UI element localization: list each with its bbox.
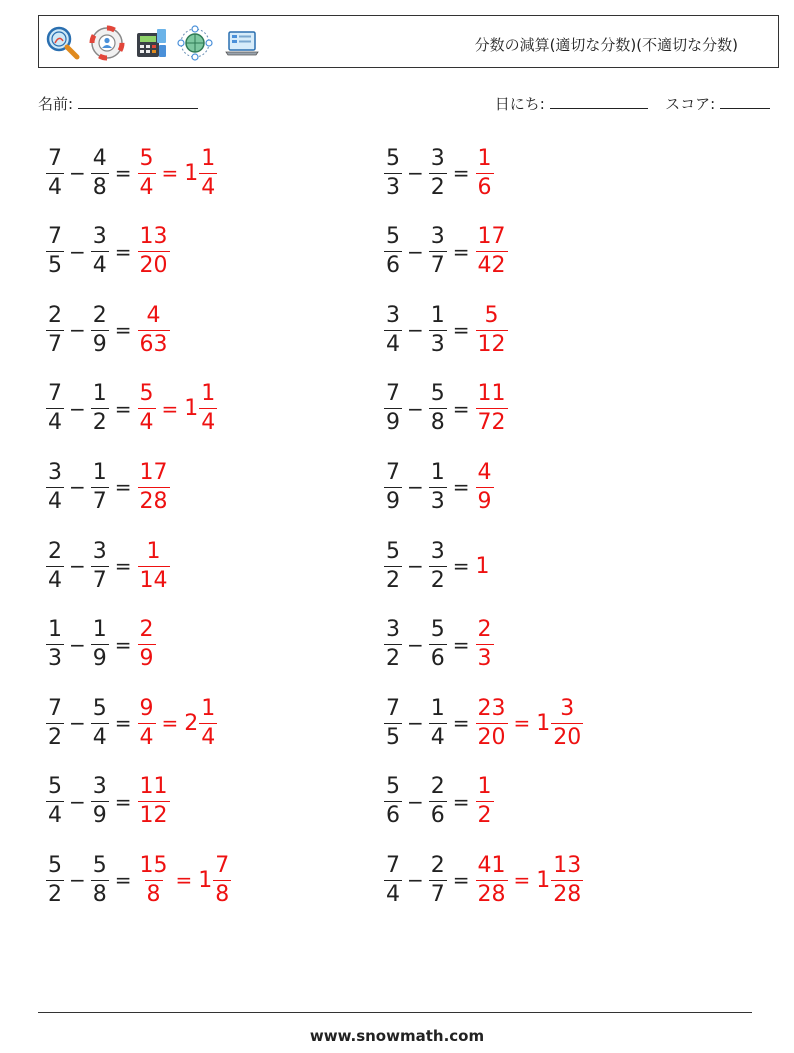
denominator: 8	[430, 410, 445, 436]
numerator: 1	[92, 381, 107, 407]
denominator: 28	[139, 488, 168, 514]
numerator: 1	[430, 302, 445, 328]
minus-sign: −	[69, 161, 86, 185]
network-globe-icon	[177, 25, 213, 61]
problem-item	[46, 535, 170, 597]
denominator: 9	[386, 410, 400, 436]
denominator: 4	[48, 803, 62, 829]
denominator: 9	[92, 646, 107, 672]
numerator: 3	[92, 774, 107, 800]
second-fraction	[91, 538, 109, 593]
problem-item	[384, 378, 508, 440]
denominator: 8	[146, 881, 161, 907]
minus-sign: −	[69, 711, 86, 736]
denominator: 6	[430, 803, 445, 829]
denominator: 5	[386, 724, 400, 750]
equals-sign: =	[452, 161, 470, 185]
denominator: 20	[477, 724, 506, 750]
denominator: 9	[92, 331, 107, 357]
equals-sign: =	[452, 318, 470, 343]
name-blank-line[interactable]	[78, 95, 198, 109]
numerator: 13	[139, 224, 168, 250]
second-fraction	[91, 619, 109, 670]
denominator: 4	[201, 174, 216, 200]
second-fraction	[429, 619, 447, 670]
equals-sign: =	[114, 396, 132, 421]
denominator: 4	[92, 253, 107, 279]
first-fraction	[384, 695, 402, 750]
denominator: 8	[92, 881, 107, 907]
equals-sign: =	[452, 475, 470, 500]
answer-equals-sign: =	[161, 161, 179, 185]
denominator: 4	[201, 410, 216, 436]
denominator: 9	[477, 488, 492, 514]
numerator: 7	[48, 224, 62, 250]
numerator: 5	[92, 695, 107, 721]
answer-fraction	[138, 226, 170, 277]
numerator: 5	[48, 774, 62, 800]
denominator: 2	[92, 410, 107, 436]
problem-row	[46, 614, 766, 676]
numerator: 4	[477, 459, 492, 485]
denominator: 5	[48, 253, 62, 279]
problem-item	[46, 849, 231, 911]
numerator: 5	[92, 852, 107, 878]
problem-item	[46, 378, 217, 440]
numerator: 3	[430, 224, 445, 250]
second-fraction	[429, 459, 447, 514]
denominator: 3	[430, 331, 445, 357]
denominator: 20	[553, 724, 582, 750]
numerator: 3	[430, 538, 445, 564]
equals-sign: =	[114, 789, 132, 814]
numerator: 41	[477, 852, 506, 878]
denominator: 2	[386, 567, 400, 593]
minus-sign: −	[407, 396, 424, 421]
minus-sign: −	[69, 318, 86, 343]
denominator: 28	[477, 881, 506, 907]
numerator: 2	[139, 617, 154, 643]
minus-sign: −	[407, 711, 424, 736]
answer-fraction	[476, 145, 494, 200]
second-fraction	[429, 226, 447, 277]
score-blank-line[interactable]	[720, 95, 770, 109]
first-fraction	[46, 619, 64, 670]
denominator: 4	[386, 331, 400, 357]
numerator: 23	[477, 695, 506, 721]
equals-sign: =	[114, 318, 132, 343]
minus-sign: −	[407, 239, 424, 264]
numerator: 2	[477, 617, 492, 643]
problem-item	[384, 221, 508, 283]
problem-row	[46, 535, 766, 597]
denominator: 3	[386, 174, 400, 200]
denominator: 2	[477, 803, 492, 829]
minus-sign: −	[69, 554, 86, 578]
first-fraction	[46, 852, 64, 907]
numerator: 7	[386, 852, 400, 878]
numerator: 3	[92, 538, 107, 564]
footer-url[interactable]: www.snowmath.com	[309, 1027, 485, 1045]
magnifier-icon	[45, 25, 81, 61]
denominator: 63	[139, 331, 168, 357]
first-fraction	[384, 302, 402, 357]
numerator: 3	[92, 224, 107, 250]
denominator: 7	[430, 881, 445, 907]
minus-sign: −	[69, 789, 86, 814]
problem-row	[46, 299, 766, 361]
denominator: 7	[92, 567, 107, 593]
mixed-fraction	[213, 852, 231, 907]
equals-sign: =	[452, 868, 470, 893]
second-fraction	[91, 226, 109, 277]
second-fraction	[429, 538, 447, 593]
header-box	[38, 15, 779, 68]
denominator: 7	[92, 488, 107, 514]
mixed-whole: 1	[184, 160, 199, 186]
numerator: 1	[430, 695, 445, 721]
laptop-icon	[221, 25, 263, 61]
first-fraction	[46, 776, 64, 827]
second-fraction	[429, 302, 447, 357]
numerator: 1	[430, 459, 445, 485]
denominator: 3	[430, 488, 445, 514]
equals-sign: =	[114, 239, 132, 264]
denominator: 4	[139, 724, 154, 750]
problem-item	[46, 692, 217, 754]
denominator: 4	[201, 724, 216, 750]
numerator: 1	[92, 617, 107, 643]
problem-item	[384, 614, 494, 676]
denominator: 4	[386, 881, 400, 907]
problem-item	[46, 299, 170, 361]
mixed-fraction	[199, 145, 217, 200]
minus-sign: −	[69, 632, 86, 657]
denominator: 42	[477, 253, 506, 279]
support-lifebuoy-icon	[89, 25, 125, 61]
second-fraction	[429, 145, 447, 200]
denominator: 6	[386, 803, 400, 829]
denominator: 3	[477, 646, 492, 672]
problem-item	[46, 456, 170, 518]
problem-item	[384, 771, 494, 833]
mixed-whole: 1	[198, 867, 213, 893]
equals-sign: =	[452, 554, 470, 578]
problem-item	[46, 142, 217, 204]
minus-sign: −	[407, 554, 424, 578]
denominator: 9	[139, 646, 154, 672]
numerator: 2	[92, 302, 107, 328]
denominator: 4	[48, 410, 62, 436]
numerator: 13	[553, 852, 582, 878]
answer-fraction	[138, 619, 156, 670]
date-label: 日にち:	[494, 95, 545, 113]
second-fraction	[429, 776, 447, 827]
equals-sign: =	[452, 711, 470, 736]
equals-sign: =	[452, 632, 470, 657]
denominator: 6	[386, 253, 400, 279]
denominator: 2	[48, 881, 62, 907]
answer-fraction	[476, 459, 494, 514]
numerator: 3	[430, 145, 445, 171]
minus-sign: −	[407, 318, 424, 343]
numerator: 7	[48, 381, 62, 407]
denominator: 9	[386, 488, 400, 514]
numerator: 7	[215, 852, 230, 878]
numerator: 5	[484, 302, 499, 328]
numerator: 17	[477, 224, 506, 250]
name-label: 名前:	[38, 95, 74, 113]
numerator: 5	[139, 381, 154, 407]
score-label: スコア:	[665, 95, 716, 113]
denominator: 28	[553, 881, 582, 907]
numerator: 2	[48, 538, 62, 564]
answer-fraction	[138, 383, 156, 434]
denominator: 6	[477, 174, 492, 200]
numerator: 3	[386, 302, 400, 328]
denominator: 20	[139, 253, 168, 279]
minus-sign: −	[69, 475, 86, 500]
denominator: 7	[48, 331, 62, 357]
answer-equals-sign: =	[161, 396, 179, 421]
numerator: 1	[48, 617, 62, 643]
numerator: 2	[430, 852, 445, 878]
answer-fraction	[138, 695, 156, 750]
header-icons	[45, 22, 263, 64]
numerator: 7	[386, 695, 400, 721]
problem-row	[46, 142, 766, 204]
denominator: 14	[139, 567, 168, 593]
denominator: 2	[430, 567, 445, 593]
second-fraction	[91, 695, 109, 750]
denominator: 8	[92, 174, 107, 200]
mixed-whole: 1	[536, 710, 551, 736]
problem-item	[46, 221, 170, 283]
mixed-whole: 1	[536, 867, 551, 893]
minus-sign: −	[69, 239, 86, 264]
numerator: 4	[92, 145, 107, 171]
first-fraction	[384, 226, 402, 277]
second-fraction	[429, 695, 447, 750]
first-fraction	[46, 383, 64, 434]
numerator: 1	[92, 459, 107, 485]
minus-sign: −	[69, 868, 86, 893]
first-fraction	[384, 459, 402, 514]
answer-fraction	[476, 852, 508, 907]
answer-fraction	[138, 302, 170, 357]
numerator: 5	[386, 538, 400, 564]
problem-item	[46, 614, 156, 676]
numerator: 5	[430, 617, 445, 643]
denominator: 4	[430, 724, 445, 750]
numerator: 11	[139, 774, 168, 800]
numerator: 7	[386, 381, 400, 407]
numerator: 11	[477, 381, 506, 407]
equals-sign: =	[114, 711, 132, 736]
minus-sign: −	[407, 868, 424, 893]
problem-row	[46, 378, 766, 440]
problem-row	[46, 771, 766, 833]
denominator: 12	[477, 331, 506, 357]
numerator: 9	[139, 695, 154, 721]
second-fraction	[91, 776, 109, 827]
numerator: 7	[48, 695, 62, 721]
numerator: 5	[386, 145, 400, 171]
numerator: 1	[477, 145, 492, 171]
answer-fraction	[138, 538, 170, 593]
numerator: 2	[430, 774, 445, 800]
first-fraction	[384, 776, 402, 827]
denominator: 12	[139, 803, 168, 829]
mixed-fraction	[551, 852, 583, 907]
numerator: 2	[48, 302, 62, 328]
answer-equals-sign: =	[175, 868, 193, 893]
denominator: 6	[430, 646, 445, 672]
answer-fraction	[138, 776, 170, 827]
answer-fraction	[138, 459, 170, 514]
mixed-fraction	[199, 383, 217, 434]
footer-divider	[38, 1012, 752, 1013]
second-fraction	[91, 852, 109, 907]
numerator: 1	[201, 695, 216, 721]
first-fraction	[46, 145, 64, 200]
numerator: 7	[48, 145, 62, 171]
numerator: 3	[386, 617, 400, 643]
problem-item	[384, 692, 583, 754]
second-fraction	[429, 383, 447, 434]
answer-fraction	[138, 145, 156, 200]
second-fraction	[91, 459, 109, 514]
first-fraction	[46, 695, 64, 750]
problem-item	[384, 535, 490, 597]
problem-row	[46, 221, 766, 283]
answer-equals-sign: =	[513, 711, 531, 736]
denominator: 8	[215, 881, 230, 907]
second-fraction	[91, 302, 109, 357]
denominator: 2	[386, 646, 400, 672]
problem-row	[46, 456, 766, 518]
second-fraction	[429, 852, 447, 907]
first-fraction	[46, 538, 64, 593]
first-fraction	[46, 226, 64, 277]
denominator: 2	[48, 724, 62, 750]
denominator: 4	[92, 724, 107, 750]
minus-sign: −	[407, 632, 424, 657]
first-fraction	[46, 459, 64, 514]
numerator: 5	[386, 224, 400, 250]
name-field	[38, 93, 198, 114]
denominator: 4	[48, 174, 62, 200]
minus-sign: −	[407, 161, 424, 185]
answer-fraction	[476, 619, 494, 670]
answer-whole: 1	[475, 553, 490, 579]
numerator: 1	[201, 145, 216, 171]
numerator: 15	[139, 852, 168, 878]
numerator: 3	[560, 695, 575, 721]
numerator: 5	[48, 852, 62, 878]
equals-sign: =	[114, 475, 132, 500]
denominator: 72	[477, 410, 506, 436]
answer-fraction	[476, 383, 508, 434]
denominator: 4	[139, 410, 154, 436]
first-fraction	[384, 852, 402, 907]
first-fraction	[384, 383, 402, 434]
calculator-icon	[133, 25, 169, 61]
equals-sign: =	[452, 239, 470, 264]
second-fraction	[91, 145, 109, 200]
denominator: 4	[48, 567, 62, 593]
mixed-whole: 2	[184, 710, 199, 736]
mixed-fraction	[551, 695, 583, 750]
first-fraction	[46, 302, 64, 357]
minus-sign: −	[407, 789, 424, 814]
minus-sign: −	[407, 475, 424, 500]
numerator: 1	[201, 381, 216, 407]
numerator: 17	[139, 459, 168, 485]
answer-equals-sign: =	[513, 868, 531, 893]
problem-row	[46, 849, 766, 911]
equals-sign: =	[114, 632, 132, 657]
answer-fraction	[138, 852, 170, 907]
first-fraction	[384, 619, 402, 670]
denominator: 4	[139, 174, 154, 200]
first-fraction	[384, 145, 402, 200]
numerator: 1	[146, 538, 161, 564]
denominator: 3	[48, 646, 62, 672]
date-score-fields	[495, 93, 770, 114]
date-blank-line[interactable]	[550, 95, 648, 109]
answer-fraction	[476, 776, 494, 827]
answer-fraction	[476, 302, 508, 357]
equals-sign: =	[114, 161, 132, 185]
numerator: 7	[386, 459, 400, 485]
equals-sign: =	[452, 396, 470, 421]
problem-item	[384, 299, 508, 361]
numerator: 5	[139, 145, 154, 171]
problem-item	[384, 142, 494, 204]
answer-fraction	[476, 226, 508, 277]
numerator: 4	[146, 302, 161, 328]
answer-fraction	[476, 695, 508, 750]
worksheet-title: 分数の減算(適切な分数)(不適切な分数)	[474, 36, 738, 54]
problem-item	[46, 771, 170, 833]
denominator: 2	[430, 174, 445, 200]
problem-item	[384, 456, 494, 518]
numerator: 5	[430, 381, 445, 407]
minus-sign: −	[69, 396, 86, 421]
problem-row	[46, 692, 766, 754]
equals-sign: =	[114, 868, 132, 893]
numerator: 3	[48, 459, 62, 485]
mixed-fraction	[199, 695, 217, 750]
denominator: 9	[92, 803, 107, 829]
equals-sign: =	[452, 789, 470, 814]
denominator: 7	[430, 253, 445, 279]
denominator: 4	[48, 488, 62, 514]
first-fraction	[384, 538, 402, 593]
problem-item	[384, 849, 583, 911]
equals-sign: =	[114, 554, 132, 578]
answer-equals-sign: =	[161, 711, 179, 736]
numerator: 5	[386, 774, 400, 800]
mixed-whole: 1	[184, 396, 199, 422]
numerator: 1	[477, 774, 492, 800]
second-fraction	[91, 383, 109, 434]
